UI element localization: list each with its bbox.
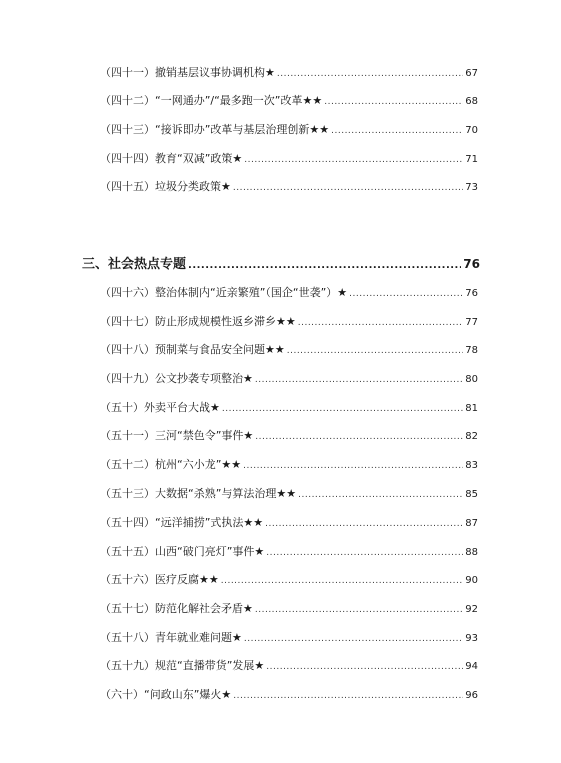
leader-dots bbox=[324, 93, 463, 111]
toc-entry[interactable] bbox=[100, 427, 478, 445]
toc-entry-page: 71 bbox=[465, 154, 478, 165]
toc-entry-page: 82 bbox=[465, 431, 478, 442]
toc-entry[interactable] bbox=[100, 543, 478, 561]
toc-entry-page: 73 bbox=[465, 182, 478, 193]
toc-entry-page: 93 bbox=[465, 633, 478, 644]
section-page: 76 bbox=[463, 257, 480, 271]
toc-entry[interactable] bbox=[100, 686, 478, 704]
toc-entry-title: （四十九）公文抄袭专项整治★ bbox=[100, 372, 253, 385]
leader-dots bbox=[265, 515, 463, 533]
toc-entry-page: 70 bbox=[465, 125, 478, 136]
leader-dots bbox=[243, 457, 463, 475]
toc-entry[interactable] bbox=[100, 514, 478, 532]
leader-dots bbox=[188, 255, 461, 277]
toc-entry-title: （五十四）“远洋捕捞”式执法★★ bbox=[100, 516, 264, 529]
leader-dots bbox=[331, 122, 463, 140]
leader-dots bbox=[298, 314, 464, 332]
toc-entry-title: （五十九）规范“直播带货”发展★ bbox=[100, 659, 265, 672]
toc-entry-page: 94 bbox=[465, 661, 478, 672]
toc-entry-page: 80 bbox=[465, 374, 478, 385]
toc-entry-title: （五十二）杭州“六小龙”★★ bbox=[100, 458, 242, 471]
toc-entry-title: （五十六）医疗反腐★★ bbox=[100, 573, 219, 586]
toc-entry[interactable] bbox=[100, 657, 478, 675]
leader-dots bbox=[298, 486, 463, 504]
leader-dots bbox=[277, 65, 463, 83]
toc-entry-page: 83 bbox=[465, 460, 478, 471]
toc-entry-title: （五十）外卖平台大战★ bbox=[100, 401, 220, 414]
leader-dots bbox=[244, 630, 463, 648]
leader-dots bbox=[233, 687, 463, 705]
toc-entry[interactable] bbox=[100, 150, 478, 168]
toc-entry[interactable] bbox=[100, 341, 478, 359]
toc-entry-page: 78 bbox=[465, 345, 478, 356]
toc-entry[interactable] bbox=[100, 92, 478, 110]
toc-entry[interactable] bbox=[100, 121, 478, 139]
toc-entry-title: （四十三）“接诉即办”改革与基层治理创新★★ bbox=[100, 123, 330, 136]
toc-entry-title: （五十三）大数据“杀熟”与算法治理★★ bbox=[100, 487, 297, 500]
leader-dots bbox=[349, 285, 463, 303]
toc-entry-page: 87 bbox=[465, 518, 478, 529]
toc-entry[interactable] bbox=[100, 571, 478, 589]
toc-entry-page: 67 bbox=[465, 68, 478, 79]
leader-dots bbox=[287, 342, 464, 360]
leader-dots bbox=[266, 658, 463, 676]
toc-entry[interactable] bbox=[100, 370, 478, 388]
toc-entry-page: 76 bbox=[465, 288, 478, 299]
toc-entry-page: 90 bbox=[465, 575, 478, 586]
toc-entry-title: （四十七）防止形成规模性返乡滞乡★★ bbox=[100, 315, 296, 328]
toc-entry-page: 81 bbox=[465, 403, 478, 414]
section-heading[interactable] bbox=[82, 253, 480, 275]
toc-entry-page: 85 bbox=[465, 489, 478, 500]
toc-entry[interactable] bbox=[100, 485, 478, 503]
toc-entry-page: 92 bbox=[465, 604, 478, 615]
toc-entry-title: （五十七）防范化解社会矛盾★ bbox=[100, 602, 253, 615]
leader-dots bbox=[255, 428, 463, 446]
leader-dots bbox=[266, 544, 463, 562]
section-title: 三、社会热点专题 bbox=[82, 257, 187, 272]
leader-dots bbox=[221, 572, 464, 590]
toc-entry-title: （五十八）青年就业难问题★ bbox=[100, 631, 242, 644]
toc-entry-page: 88 bbox=[465, 547, 478, 558]
toc-entry-title: （四十一）撤销基层议事协调机构★ bbox=[100, 66, 275, 79]
toc-entry-page: 96 bbox=[465, 690, 478, 701]
toc-entry-page: 77 bbox=[465, 317, 478, 328]
leader-dots bbox=[244, 151, 463, 169]
toc-entry-title: （五十一）三河“禁色令”事件★ bbox=[100, 429, 254, 442]
toc-entry-title: （五十五）山西“破门亮灯”事件★ bbox=[100, 545, 265, 558]
leader-dots bbox=[233, 179, 463, 197]
toc-entry[interactable] bbox=[100, 399, 478, 417]
toc-entry-page: 68 bbox=[465, 96, 478, 107]
toc-entry-title: （四十四）教育“双减”政策★ bbox=[100, 152, 243, 165]
toc-entry[interactable] bbox=[100, 64, 478, 82]
toc-entry-title: （四十六）整治体制内“近亲繁殖”（国企“世袭”）★ bbox=[100, 286, 348, 299]
toc-entry[interactable] bbox=[100, 600, 478, 618]
toc-entry[interactable] bbox=[100, 178, 478, 196]
toc-entry-title: （四十二）“一网通办”/“最多跑一次”改革★★ bbox=[100, 94, 323, 107]
leader-dots bbox=[222, 400, 463, 418]
toc-entry[interactable] bbox=[100, 313, 478, 331]
toc-entry-title: （四十八）预制菜与食品安全问题★★ bbox=[100, 343, 285, 356]
leader-dots bbox=[255, 371, 463, 389]
toc-entry-title: （六十）“问政山东”爆火★ bbox=[100, 688, 232, 701]
toc-entry[interactable] bbox=[100, 284, 478, 302]
leader-dots bbox=[255, 601, 463, 619]
toc-entry-title: （四十五）垃圾分类政策★ bbox=[100, 180, 231, 193]
toc-entry[interactable] bbox=[100, 456, 478, 474]
toc-entry[interactable] bbox=[100, 629, 478, 647]
